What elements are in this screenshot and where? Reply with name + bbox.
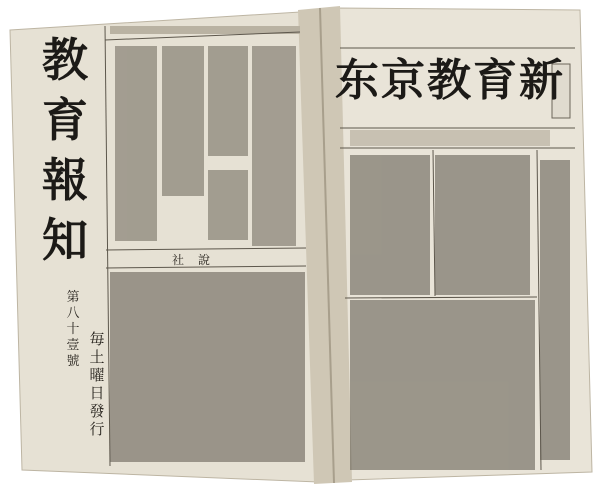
issue-number: 第八十壹號	[66, 290, 80, 369]
left-title-char-1: 教	[42, 33, 88, 87]
left-masthead	[30, 30, 100, 270]
editorial-heading: 社說	[171, 253, 224, 267]
left-title-char-4: 知	[42, 213, 88, 267]
publication-frequency: 毎土曜日發行	[89, 330, 105, 438]
left-title-char-3: 報	[42, 153, 88, 207]
left-title-char-2: 育	[42, 93, 88, 147]
right-masthead: 东京教育新	[335, 55, 565, 106]
